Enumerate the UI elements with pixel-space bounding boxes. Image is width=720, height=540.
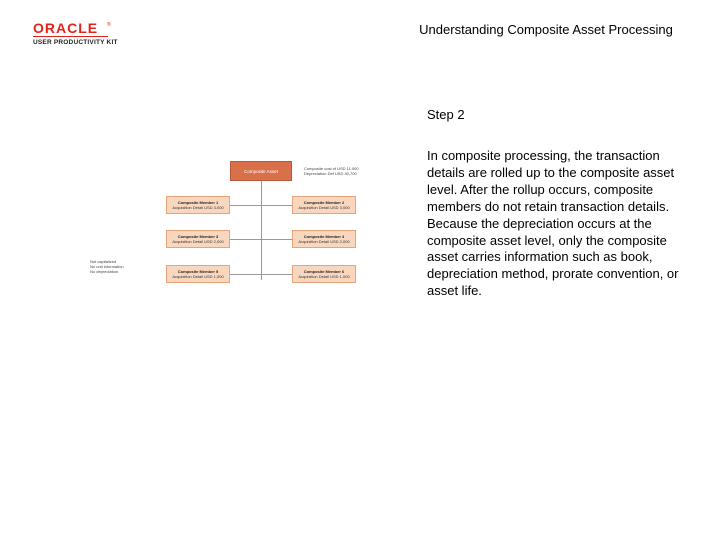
composite-member-box [166,265,230,283]
member-detail: Acquisition Detail USD 3,000 [298,205,350,210]
composite-asset-box: Composite Asset [230,161,292,181]
logo-subtitle: USER PRODUCTIVITY KIT [33,39,118,46]
composite-member-box [166,196,230,214]
note-line-1: Not capitalized [90,259,117,264]
logo-registered-mark: ® [107,22,111,28]
member-detail: Acquisition Detail USD 1,000 [298,274,350,279]
member-name: Composite Member 5 [177,269,219,274]
branch-line-2 [230,239,292,240]
branch-line-3 [230,274,292,275]
member-name: Composite Member 1 [177,200,219,205]
oracle-upk-logo [33,20,133,50]
composite-member-box [166,230,230,248]
composite-member-box [292,230,356,248]
member-detail: Acquisition Detail USD 2,000 [172,239,224,244]
member-name: Composite Member 3 [177,234,219,239]
callout-line-2: Depreciation Def USD 40,700 [304,171,357,176]
member-detail: Acquisition Detail USD 3,000 [172,205,224,210]
callout-line-1: Composite cost of USD 11,000 [304,166,359,171]
logo-rule [33,36,108,37]
page-title: Understanding Composite Asset Processing [419,22,673,37]
composite-member-box [292,196,356,214]
trunk-line [261,181,262,280]
note-line-3: No depreciation [90,269,119,274]
member-detail: Acquisition Detail USD 2,000 [298,239,350,244]
logo-brand: ORACLE [33,20,99,36]
member-name: Composite Member 4 [303,234,345,239]
description-paragraph-2: Because the depreciation occurs at the composite asset level, only the composite asset carries information such as book, depreciation method, prorate convention, or asset life. [427,215,679,299]
composite-member-box [292,265,356,283]
composite-cost-callout [304,166,359,176]
step-description [427,148,695,300]
composite-asset-diagram [90,160,380,290]
member-name: Composite Member 6 [303,269,345,274]
description-paragraph-1: In composite processing, the transaction details are rolled up to the composite asset level. After the rollup occurs, composite members do not retain transaction details. [427,148,675,214]
note-line-2: No unit information [90,264,124,269]
branch-line-1 [230,205,292,206]
member-detail: Acquisition Detail USD 1,000 [172,274,224,279]
member-name: Composite Member 2 [303,200,345,205]
step-label: Step 2 [427,107,465,122]
members-note [90,259,124,274]
